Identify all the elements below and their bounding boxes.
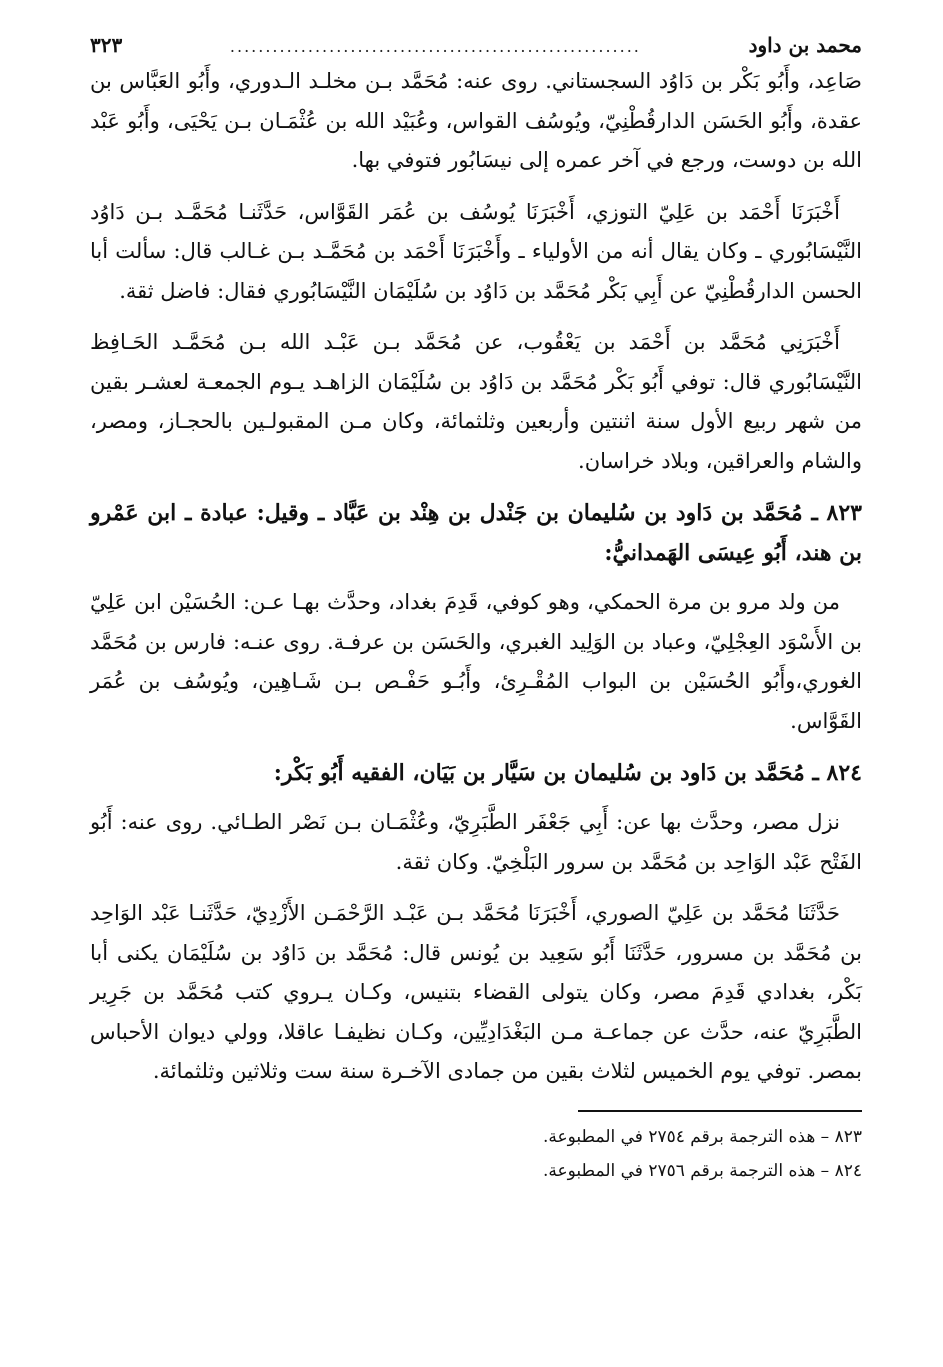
- entry-824-heading: ٨٢٤ ـ مُحَمَّد بن دَاود بن سُليمان بن سَيَّار بن بَيَان، الفقيه أَبُو بَكْر:: [273, 760, 862, 786]
- page-number: ٣٢٣: [90, 33, 123, 57]
- book-page: [90, 28, 862, 1188]
- header-title: محمد بن داود: [748, 33, 862, 57]
- paragraph-continuation: صَاعِد، وأَبُو بَكْر بن دَاوُد السجستاني. روى عنه: مُحَمَّد بـن مخلـد الـدوري، وأَبُو العَبَّاس بن عقدة، وأَبُو الحَسَن الدارقُطْنِيّ، ويُوسُف القواس، وعُبَيْد الله بن عُثْمَـان بـن يَحْيَى، وأَبُو عَبْد الله بن دوست، ورجع في آخر عمره إلى نيسَابُور فتوفي بها.: [90, 69, 862, 172]
- paragraph-death-report: أَخْبَرَنِي مُحَمَّد بن أَحْمَد بن يَعْقُوب، عن مُحَمَّد بـن عَبْـد الله بـن مُحَمَّـد الحَـافِظ النَّيْسَابُوري قال: توفي أَبُو بَكْر مُحَمَّد بن دَاوُد بن سُلَيْمَان الزاهـد يـوم الجمعـة لعشـر بقين من شهر ربيع الأول سنة اثنتين وأربعين وثلثمائة، وكان مـن المقبولـين بالحجـاز، ومصر، والشام والعراقين، وبلاد خراسان.: [90, 330, 862, 473]
- entry-824-text-1: نزل مصر، وحدَّث بها عن: أَبِي جَعْفَر الطَّبَرِيّ، وعُثْمَـان بـن نَصْر الطـائي. روى عنه: أَبُو الفَتْح عَبْد الوَاحِد بن مُحَمَّد بن سرور البَلْخِيّ. وكان ثقة.: [90, 810, 862, 874]
- entry-824-text-2: حَدَّثَنَا مُحَمَّد بن عَلِيّ الصوري، أَخْبَرَنَا مُحَمَّد بـن عَبْـد الرَّحْمَـن الأَزْدِيّ، حَدَّثَنـا عَبْد الوَاحِد بن مُحَمَّد بن مسرور، حَدَّثَنَا أَبُو سَعِيد بن يُونس قال: مُحَمَّد بن دَاوُد بن سُلَيْمَان يكنى أبا بَكْر، بغدادي قَدِمَ مصر، وكان يتولى القضاء بتنيس، وكـان يـروي كتب مُحَمَّد بن جَرِير الطَّبَرِيّ عنه، حدَّث عن جماعـة مـن البَغْدَادِيِّين، وكـان نظيفـا عاقلا، وولي ديوان الأحباس بمصر. توفي يوم الخميس لثلاث بقين من جمادى الآخـرة سنة ست وثلاثين وثلثمائة.: [90, 901, 862, 1083]
- footnote-separator: [578, 1110, 862, 1112]
- entry-823-heading: ٨٢٣ ـ مُحَمَّد بن دَاود بن سُليمان بن جَنْدل بن هِنْد بن عَبَّاد ـ وقيل: عبادة ـ ابن عَمْرو بن هند، أَبُو عِيسَى الهَمدانيُّ:: [90, 500, 862, 566]
- header-leader-dots: ..........................................................: [229, 37, 641, 56]
- paragraph-isnad-1: أَخْبَرَنَا أَحْمَد بن عَلِيّ التوزي، أَخْبَرَنَا يُوسُف بن عُمَر القَوَّاس، حَدَّثَنـا مُحَمَّـد بـن دَاوُد النَّيْسَابُوري ـ وكان يقال أنه من الأولياء ـ وأَخْبَرَنَا أَحْمَد بن مُحَمَّـد بـن غـالب قال: سألت أبا الحسن الدارقُطْنِيّ عن أَبِي بَكْر مُحَمَّد بن دَاوُد بن سُلَيْمَان النَّيْسَابُوري فقال: فاضل ثقة.: [90, 199, 862, 303]
- footnote-824: ٨٢٤ – هذه الترجمة برقم ٢٧٥٦ في المطبوعة.: [542, 1160, 862, 1181]
- entry-823-text: من ولد مرو بن مرة الحمكي، وهو كوفي، قَدِمَ بغداد، وحدَّث بهـا عـن: الحُسَيْن ابن عَلِيّ بن الأَسْوَد العِجْلِيّ، وعباد بن الوَلِيد الغبري، والحَسَن بن عرفـة. روى عنـه: فارس بن مُحَمَّد الغوري،وأَبُو الحُسَيْن بن البواب المُقْـرِئ، وأَبُـو حَفْـص بـن شَـاهِين، ويُوسُف بن عُمَر القَوَّاس.: [90, 590, 862, 733]
- running-header: [90, 28, 862, 62]
- footnote-823: ٨٢٣ – هذه الترجمة برقم ٢٧٥٤ في المطبوعة.: [542, 1126, 862, 1147]
